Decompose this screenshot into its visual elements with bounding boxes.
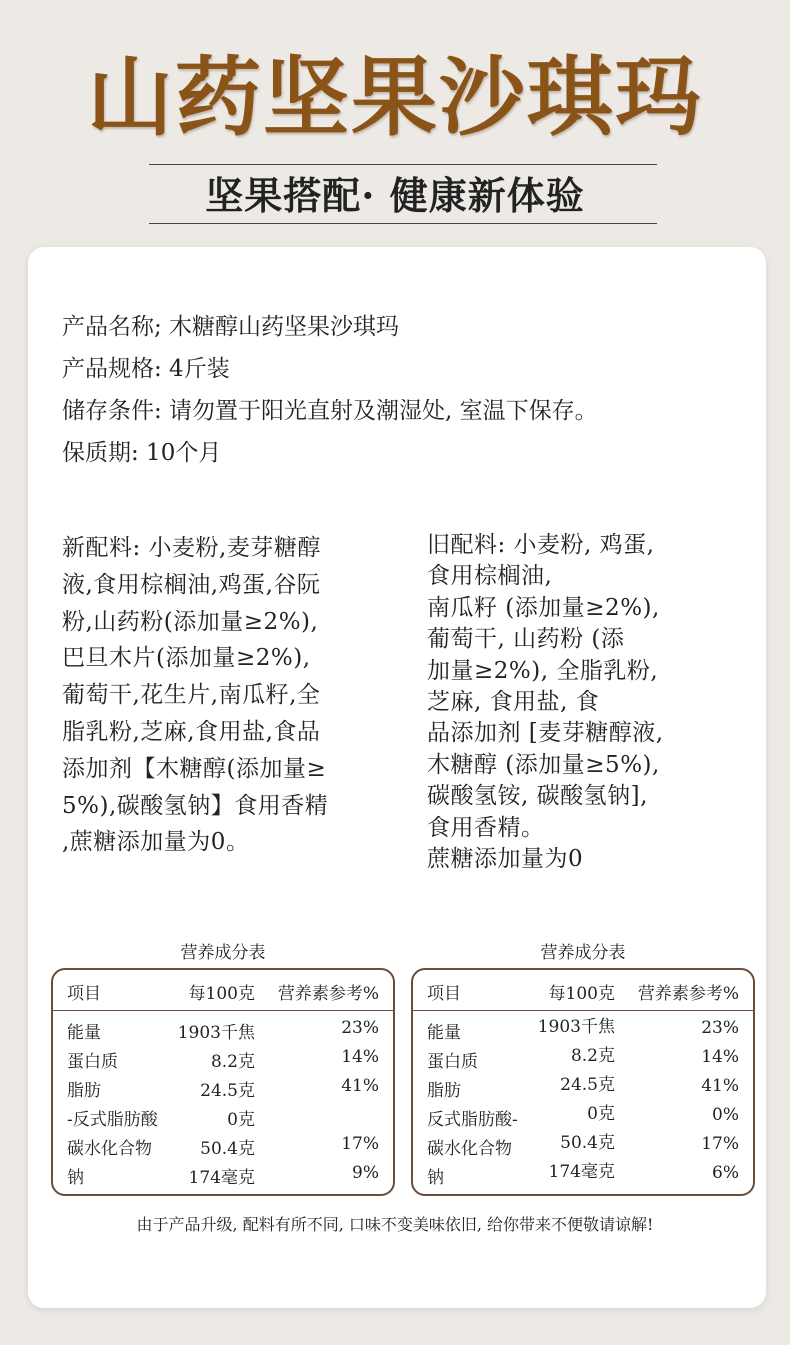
row-nrv: 0% <box>712 1105 739 1125</box>
row-label: 脂肪 <box>427 1081 461 1101</box>
ingredient-line: 品添加剂 [麦芽糖醇液, <box>427 720 664 747</box>
row-value: 0克 <box>587 1104 615 1124</box>
ingredient-line: 旧配料: 小麦粉, 鸡蛋, <box>427 532 655 558</box>
ingredient-line: 木糖醇 (添加量≥5%), <box>427 751 660 778</box>
ingredient-line: 粉,山药粉(添加量≥2%), <box>62 608 319 635</box>
divider-bottom <box>149 223 657 224</box>
row-value: 50.4克 <box>200 1139 255 1159</box>
header-per100g: 每100克 <box>548 984 615 1004</box>
header-nrv: 营养素参考% <box>277 984 379 1004</box>
product-title: 山药坚果沙琪玛 <box>87 47 703 148</box>
nutrition-table-old <box>411 968 755 1196</box>
row-nrv: 14% <box>701 1047 739 1067</box>
row-nrv: 14% <box>341 1047 379 1067</box>
ingredient-line: 南瓜籽 (添加量≥2%), <box>427 594 660 621</box>
nutrition-table-new <box>51 968 395 1196</box>
new-ingredients <box>62 530 328 861</box>
info-spec: 产品规格: 4斤装 <box>62 356 230 382</box>
header-item: 项目 <box>427 984 461 1004</box>
ingredient-line: ,蔗糖添加量为0。 <box>62 829 250 856</box>
ingredient-line: 添加剂【木糖醇(添加量≥ <box>62 755 327 782</box>
row-value: 8.2克 <box>570 1046 615 1066</box>
row-nrv: 17% <box>701 1134 739 1154</box>
row-label: 钠 <box>67 1168 84 1188</box>
row-nrv: 23% <box>701 1018 739 1038</box>
ingredient-line: 新配料: 小麦粉,麦芽糖醇 <box>62 535 321 561</box>
ingredient-line: 碳酸氢铵, 碳酸氢钠], <box>427 783 648 810</box>
nutrition-title-new: 营养成分表 <box>180 943 266 963</box>
info-storage: 储存条件: 请勿置于阳光直射及潮湿处, 室温下保存。 <box>62 398 598 424</box>
row-label: 反式脂肪酸- <box>427 1110 518 1130</box>
ingredient-line: 食用棕榈油, <box>427 563 553 590</box>
header-per100g: 每100克 <box>188 984 255 1004</box>
ingredient-line: 葡萄干, 山药粉 (添 <box>427 626 625 653</box>
ingredient-line: 巴旦木片(添加量≥2%), <box>62 645 311 672</box>
row-nrv: 17% <box>341 1134 379 1154</box>
divider-top <box>149 164 657 165</box>
product-info <box>62 306 598 474</box>
ingredient-line: 5%),碳酸氢钠】食用香精 <box>62 792 329 819</box>
row-label: 钠 <box>427 1168 444 1188</box>
ingredient-line: 食用香精。 <box>427 814 545 841</box>
row-value: 24.5克 <box>560 1075 615 1095</box>
row-label: 能量 <box>427 1023 461 1043</box>
row-label: 脂肪 <box>67 1081 101 1101</box>
row-value: 174毫克 <box>188 1168 255 1188</box>
row-nrv: 41% <box>341 1076 379 1096</box>
row-value: 174毫克 <box>548 1162 615 1182</box>
row-value: 1903千焦 <box>537 1017 615 1037</box>
row-value: 8.2克 <box>210 1052 255 1072</box>
row-label: 碳水化合物 <box>67 1139 152 1159</box>
row-label: -反式脂肪酸 <box>67 1110 158 1130</box>
header-nrv: 营养素参考% <box>637 984 739 1004</box>
row-value: 50.4克 <box>560 1133 615 1153</box>
ingredient-line: 加量≥2%), 全脂乳粉, <box>427 657 659 684</box>
info-name: 产品名称; 木糖醇山药坚果沙琪玛 <box>62 314 400 340</box>
row-nrv: 23% <box>341 1018 379 1038</box>
ingredient-line: 蔗糖添加量为0 <box>427 846 584 873</box>
row-label: 碳水化合物 <box>427 1139 512 1159</box>
footer-note: 由于产品升级, 配料有所不同, 口味不变美味依旧, 给你带来不便敬请谅解! <box>136 1215 654 1234</box>
info-shelf-life: 保质期: 10个月 <box>62 440 222 466</box>
row-value: 24.5克 <box>200 1081 255 1101</box>
ingredient-line: 脂乳粉,芝麻,食用盐,食品 <box>62 718 321 745</box>
row-label: 蛋白质 <box>67 1052 118 1072</box>
row-nrv: 6% <box>712 1163 739 1183</box>
ingredient-line: 液,食用棕榈油,鸡蛋,谷阮 <box>62 571 321 598</box>
ingredient-line: 葡萄干,花生片,南瓜籽,全 <box>62 682 321 709</box>
nutrition-header <box>53 970 393 1011</box>
nutrition-title-old: 营养成分表 <box>540 943 626 963</box>
row-value: 1903千焦 <box>177 1023 255 1043</box>
old-ingredients <box>427 530 664 875</box>
row-nrv: 41% <box>701 1076 739 1096</box>
ingredient-line: 芝麻, 食用盐, 食 <box>427 689 600 716</box>
row-label: 能量 <box>67 1023 101 1043</box>
product-subtitle: 坚果搭配· 健康新体验 <box>205 173 585 218</box>
row-label: 蛋白质 <box>427 1052 478 1072</box>
row-value: 0克 <box>227 1110 255 1130</box>
row-nrv: 9% <box>352 1163 379 1183</box>
nutrition-header <box>413 970 753 1011</box>
header-item: 项目 <box>67 984 101 1004</box>
